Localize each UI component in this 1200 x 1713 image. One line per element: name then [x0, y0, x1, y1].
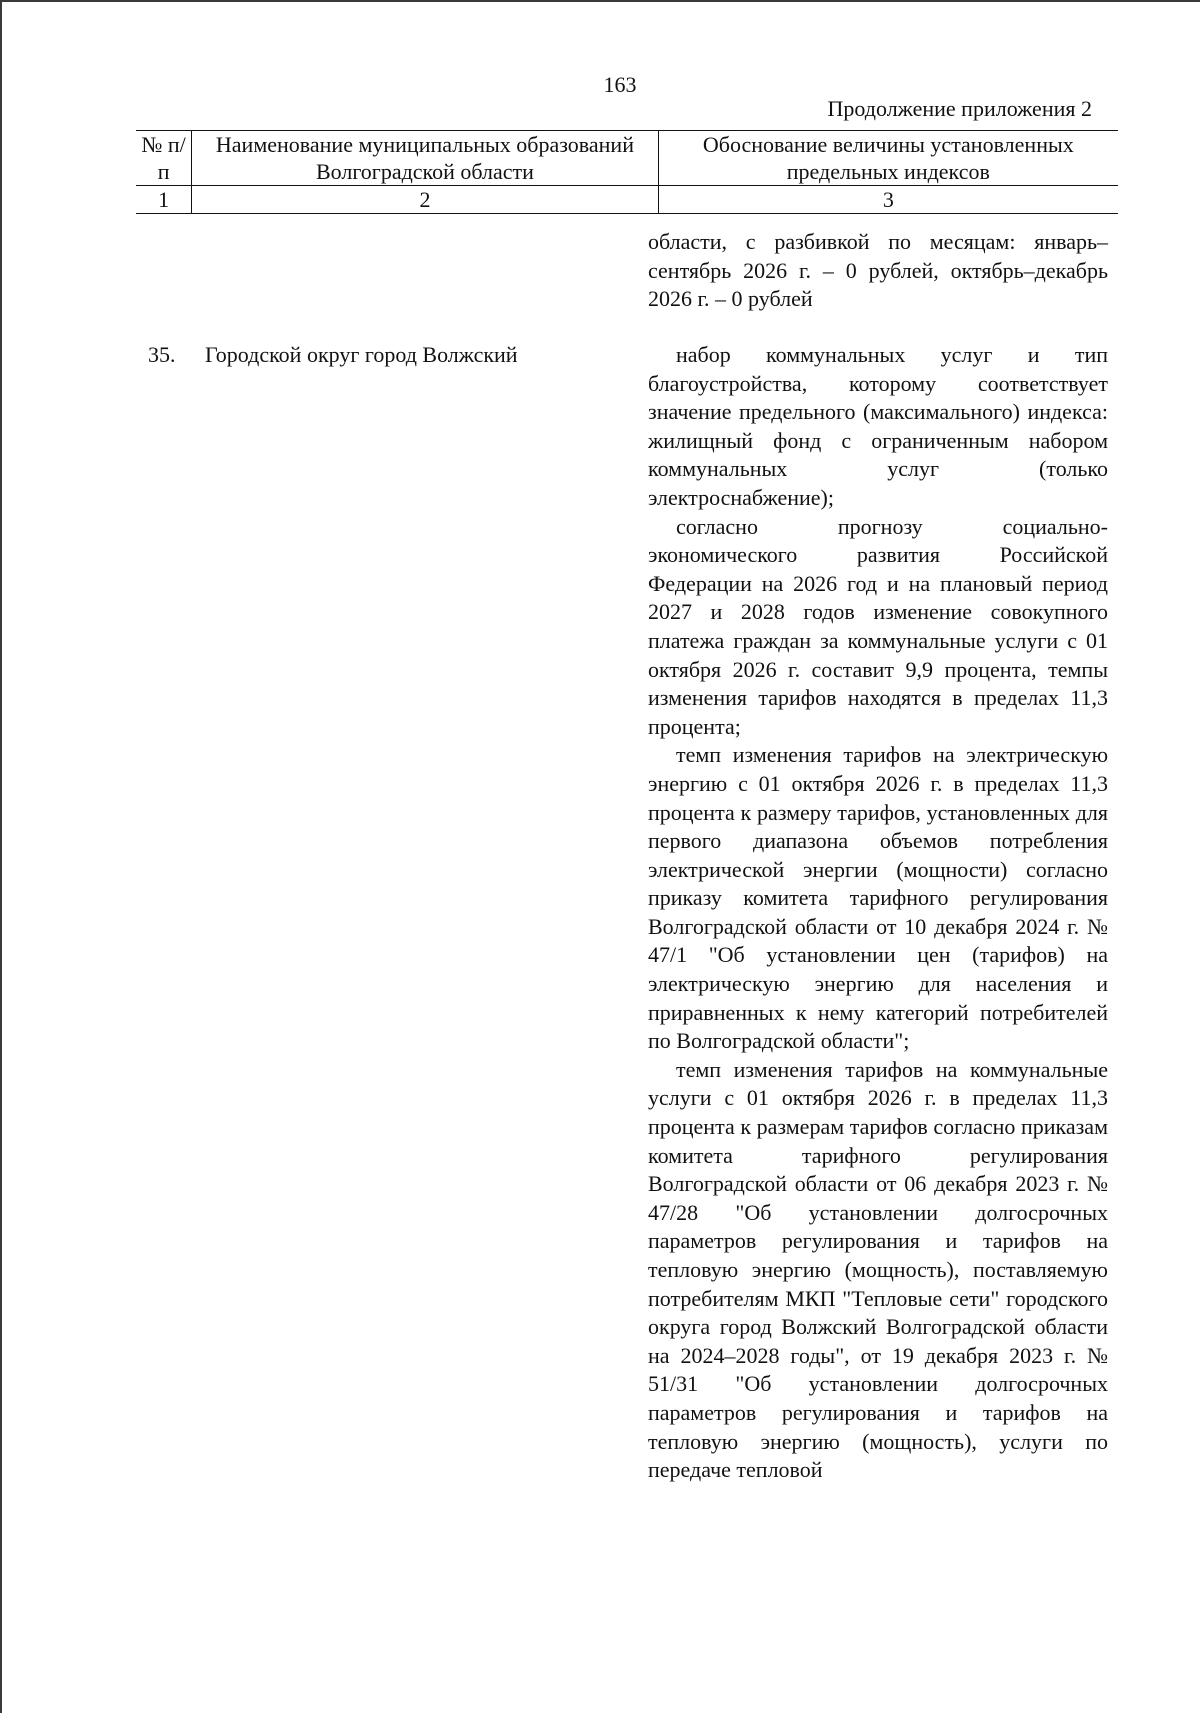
- justification-paragraph: темп изменения тарифов на коммунальные услуги с 01 октября 2026 г. в пределах 11,3 процента к размерам тарифов согласно приказам комитета тарифного регулирования Волгоградской области от 06 декабря 2023 г. № 47/28 "Об установлении долгосрочных параметров регулирования и тарифов на тепловую энергию (мощность), поставляемую потребителям МКП "Тепловые сети" городского округа город Волжский Волгоградской области на 2024–2028 годы", от 19 декабря 2023 г. № 51/31 "Об установлении долгосрочных параметров регулирования и тарифов на тепловую энергию (мощность), услуги по передаче тепловой: [648, 1056, 1108, 1483]
- justification-cell: [648, 341, 1108, 1485]
- continued-paragraph: области, с разбивкой по месяцам: январь–сентябрь 2026 г. – 0 рублей, октябрь–декабрь 2026 г. – 0 рублей: [648, 229, 1108, 312]
- header-col-municipality: Наименование муниципальных образований Волгоградской области: [192, 131, 658, 186]
- row-number: 35.: [148, 342, 176, 367]
- header-num-2: 2: [192, 186, 658, 214]
- justification-paragraph: согласно прогнозу социально-экономического развития Российской Федерации на 2026 год и на плановый период 2027 и 2028 годов изменение совокупного платежа граждан за коммунальные услуги с 01 октября 2026 г. составит 9,9 процента, темпы изменения тарифов находятся в пределах 11,3 процента;: [648, 513, 1108, 739]
- table-header: [136, 130, 1118, 214]
- continued-justification: [648, 228, 1108, 314]
- page-number: 163: [603, 72, 637, 97]
- continuation-label: Продолжение приложения 2: [827, 96, 1092, 121]
- header-col-justification: Обоснование величины установленных предельных индексов: [658, 131, 1118, 186]
- header-num-1: 1: [136, 186, 192, 214]
- justification-paragraph: темп изменения тарифов на электрическую энергию с 01 октября 2026 г. в пределах 11,3 процента к размеру тарифов, установленных для первого диапазона объемов потребления электрической энергии (мощности) согласно приказу комитета тарифного регулирования Волгоградской области от 10 декабря 2024 г. № 47/1 "Об установлении цен (тарифов) на электрическую энергию для населения и приравненных к нему категорий потребителей по Волгоградской области";: [648, 742, 1108, 1054]
- scan-edge-left: [0, 0, 2, 1713]
- justification-paragraph: набор коммунальных услуг и тип благоустройства, которому соответствует значение предельного (максимального) индекса: жилищный фонд с ограниченным набором коммунальных услуг (только электроснабжение);: [648, 342, 1108, 510]
- header-num-3: 3: [658, 186, 1118, 214]
- header-col-number: № п/п: [136, 131, 192, 186]
- scan-edge-top: [0, 0, 1200, 2]
- municipality-name: Городской округ город Волжский: [205, 342, 518, 367]
